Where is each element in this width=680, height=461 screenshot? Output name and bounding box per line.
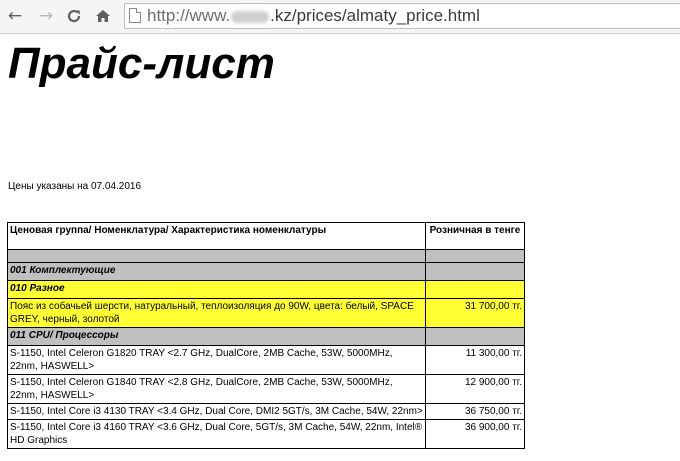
item-name: S-1150, Intel Celeron G1840 TRAY <2.8 GHz, DualCore, 2MB Cache, 53W, 5000MHz, 22nm, HASWELL> bbox=[8, 375, 426, 404]
item-price: 31 700,00 тг. bbox=[426, 299, 525, 328]
address-url[interactable] bbox=[147, 5, 480, 27]
browser-toolbar bbox=[0, 0, 680, 34]
item-price: 12 900,00 тг. bbox=[426, 375, 525, 404]
group-label: 010 Разное bbox=[8, 281, 426, 299]
url-blurred-domain bbox=[231, 11, 269, 23]
group-price-cell bbox=[426, 263, 525, 281]
item-name: S-1150, Intel Core i3 4130 TRAY <3.4 GHz, Dual Core, DMI2 5GT/s, 3M Cache, 54W, 22nm> bbox=[8, 404, 426, 420]
table-row bbox=[8, 420, 525, 449]
table-header-row bbox=[8, 223, 525, 250]
group-label: 001 Комплектующие bbox=[8, 263, 426, 281]
item-price: 11 300,00 тг. bbox=[426, 346, 525, 375]
reload-icon[interactable] bbox=[64, 6, 84, 26]
item-name: S-1150, Intel Core i3 4160 TRAY <3.6 GHz, Dual Core, 5GT/s, 3M Cache, 54W, 22nm, Intel® HD Graphics bbox=[8, 420, 426, 449]
item-price: 36 900,00 тг. bbox=[426, 420, 525, 449]
back-arrow-icon[interactable]: ← bbox=[7, 6, 23, 26]
address-bar[interactable] bbox=[124, 3, 680, 29]
group-price-cell bbox=[426, 328, 525, 346]
group-label: 011 CPU/ Процессоры bbox=[8, 328, 426, 346]
page-title: Прайс-лист bbox=[8, 39, 275, 88]
group-row bbox=[8, 263, 525, 281]
header-nomenclature: Ценовая группа/ Номенклатура/ Характеристика номенклатуры bbox=[8, 223, 426, 250]
table-row bbox=[8, 299, 525, 328]
item-name: Пояс из собачьей шерсти, натуральный, теплоизоляция до 90W, цвета: белый, SPACE GREY, черный, золотой bbox=[8, 299, 426, 328]
home-icon[interactable] bbox=[93, 6, 113, 26]
price-table bbox=[7, 222, 525, 449]
table-row bbox=[8, 375, 525, 404]
item-name: S-1150, Intel Celeron G1820 TRAY <2.7 GHz, DualCore, 2MB Cache, 53W, 5000MHz, 22nm, HASWELL> bbox=[8, 346, 426, 375]
item-price: 36 750,00 тг. bbox=[426, 404, 525, 420]
prices-date: Цены указаны на 07.04.2016 bbox=[8, 181, 142, 192]
home-icon-glyph bbox=[95, 8, 111, 24]
spacer-cell bbox=[426, 250, 525, 263]
url-prefix: http://www. bbox=[147, 6, 231, 25]
table-row bbox=[8, 404, 525, 420]
table-spacer-row bbox=[8, 250, 525, 263]
page-icon bbox=[129, 8, 141, 23]
header-price: Розничная в тенге bbox=[426, 223, 525, 250]
spacer-cell bbox=[8, 250, 426, 263]
table-row bbox=[8, 346, 525, 375]
forward-arrow-icon[interactable]: → bbox=[38, 6, 54, 26]
reload-icon-glyph bbox=[66, 8, 82, 24]
url-suffix: .kz/prices/almaty_price.html bbox=[270, 6, 480, 25]
group-row bbox=[8, 281, 525, 299]
group-row bbox=[8, 328, 525, 346]
group-price-cell bbox=[426, 281, 525, 299]
